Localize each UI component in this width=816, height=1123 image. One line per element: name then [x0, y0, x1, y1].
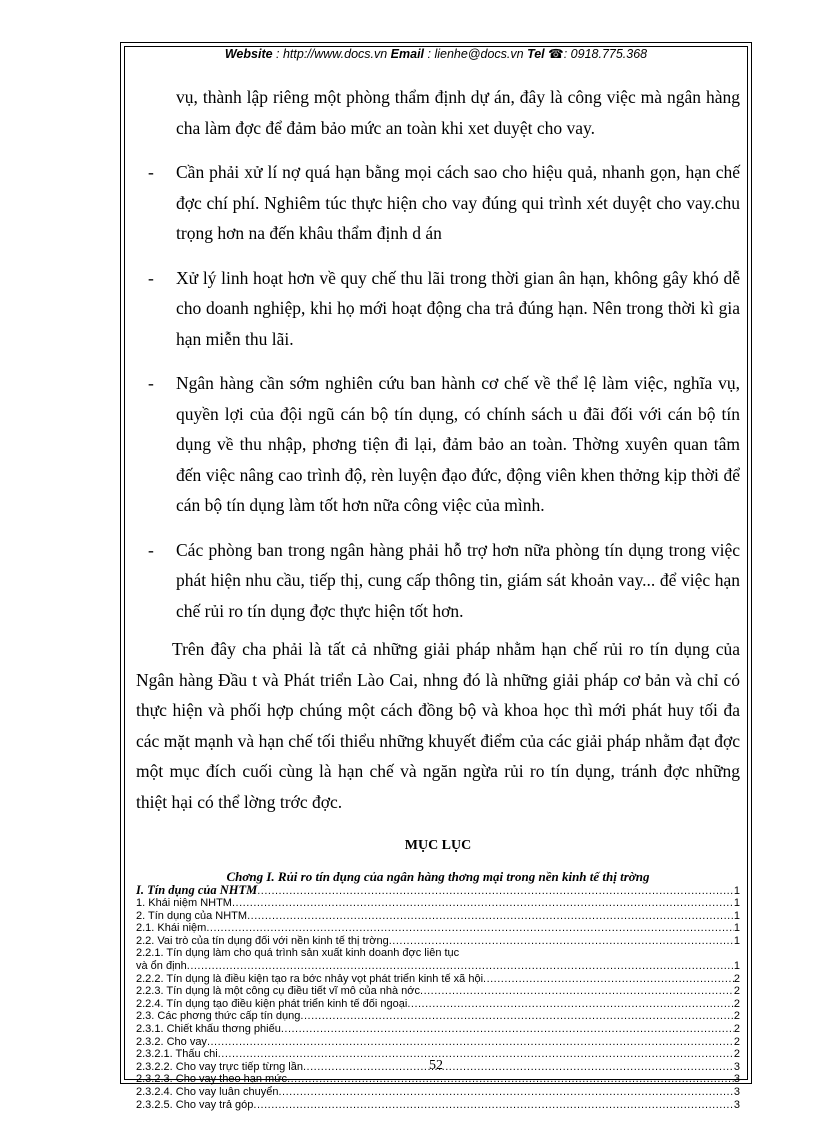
- bullet-item: [136, 157, 740, 249]
- toc-entry: [136, 884, 740, 898]
- toc-entry-page: 1: [733, 909, 740, 922]
- toc-title: MỤC LỤC: [404, 838, 472, 853]
- toc-entry-title: 2.2.3. Tín dụng là một công cụ điều tiết vĩ mô của nhà nớc: [136, 985, 421, 998]
- toc-entry-page: 2: [733, 1010, 740, 1023]
- toc-entry-title: 2.2. Vai trò của tín dụng đối với nền kinh tế thị trờng: [136, 934, 389, 947]
- toc-leader-dots: [420, 985, 734, 998]
- toc-leader-dots: [257, 885, 734, 898]
- toc-entry: [136, 922, 740, 935]
- toc-entry: [136, 947, 740, 960]
- toc-leader-dots: [389, 935, 734, 948]
- email-value: : lienhe@docs.vn: [424, 47, 528, 61]
- toc-entry-page: 1: [733, 960, 740, 973]
- toc-entry-title: 2.3.2.3. Cho vay theo hạn mức: [136, 1073, 288, 1086]
- toc-entry-title: 2.3.2.4. Cho vay luân chuyển: [136, 1086, 279, 1098]
- bullet-text: Các phòng ban trong ngân hàng phải hỗ trợ hơn nữa phòng tín dụng trong việc phát hiện nhu cầu, tiếp thị, cung cấp thông tin, giám sát khoản vay... để việc hạn chế rủi ro tín dụng đợc thực hiện tốt hơn.: [176, 539, 740, 621]
- toc-leader-dots: [483, 973, 734, 986]
- toc-entry-title: 2.3.2.1. Thấu chi: [136, 1048, 218, 1061]
- toc-entry-page: 3: [733, 1086, 740, 1098]
- toc-entry-page: 3: [733, 1060, 740, 1073]
- toc-entry: [136, 910, 740, 923]
- bullet-dash: -: [148, 373, 154, 393]
- page-header: [120, 46, 752, 61]
- toc-entry-page: 1: [733, 922, 740, 935]
- toc-entry-page: 2: [733, 972, 740, 985]
- tel-label: Tel: [527, 47, 545, 61]
- paragraph-continuation: vụ, thành lập riêng một phòng thẩm định dự án, đây là công việc mà ngân hàng cha làm đợc để đảm bảo mức an toàn khi xet duyệt cho vay.: [176, 87, 740, 138]
- toc-entry-page: 2: [733, 1048, 740, 1061]
- bullet-dash: -: [148, 267, 154, 288]
- tel-value: ☎: 0918.775.368: [544, 47, 648, 61]
- toc-leader-dots: [207, 1036, 734, 1049]
- toc-entry-page: 3: [733, 1098, 740, 1111]
- toc-entry-title: 2.3.1. Chiết khấu thơng phiếu: [136, 1023, 281, 1036]
- toc-entry: [136, 1023, 740, 1036]
- toc-entry: [136, 1099, 740, 1112]
- toc-entry-title: I. Tín dụng của NHTM: [136, 882, 258, 897]
- bullet-text: Xử lý linh hoạt hơn về quy chế thu lãi trong thời gian ân hạn, không gây khó dễ cho doanh nghiệp, khi họ mới hoạt động cha trả đúng hạn. Nên trong thời kì gia hạn miễn thu lãi.: [176, 267, 740, 349]
- toc-entry-title: 2.2.1. Tín dụng làm cho quá trình sản xuất kinh doanh đợc liên tục: [136, 947, 460, 960]
- bullet-item: [136, 535, 740, 627]
- bullet-dash: -: [148, 162, 154, 182]
- toc-leader-dots: [300, 1010, 733, 1023]
- toc-leader-dots: [287, 1073, 734, 1086]
- page-number: 52: [429, 1058, 443, 1073]
- website-value: : http://www.docs.vn: [272, 47, 391, 61]
- bullet-item: [136, 368, 740, 521]
- toc-entry: [136, 973, 740, 986]
- toc-leader-dots: [281, 1023, 734, 1036]
- toc-entry-title: 2.1. Khái niệm: [136, 922, 207, 935]
- toc-entry-title: 2.3.2. Cho vay: [136, 1035, 207, 1048]
- toc-entry-page: 2: [733, 1023, 740, 1036]
- toc-entry: [136, 985, 740, 998]
- toc-leader-dots: [407, 998, 734, 1011]
- toc-entry: [136, 1036, 740, 1049]
- toc-entry-title: 2.2.2. Tín dụng là điều kiện tạo ra bớc nhảy vọt phát triển kinh tế xã hội: [136, 972, 484, 985]
- toc-entry-title: 2.3.2.5. Cho vay trả góp: [136, 1098, 254, 1111]
- toc-entry: [136, 1010, 740, 1023]
- toc-leader-dots: [232, 897, 734, 910]
- toc-entry-page: 1: [733, 884, 740, 897]
- table-of-contents: [136, 884, 740, 1112]
- toc-chapter-heading: Chơng I. Rủi ro tín dụng của ngân hàng thơng mại trong nền kinh tế thị trờng: [226, 868, 650, 884]
- toc-entry-title: 2.3.2.2. Cho vay trực tiếp từng lần: [136, 1060, 303, 1073]
- email-label: Email: [390, 47, 425, 61]
- toc-leader-dots: [247, 910, 734, 923]
- toc-leader-dots: [253, 1099, 733, 1112]
- toc-entry-title: 2.2.4. Tín dụng tạo điều kiện phát triển kinh tế đối ngoại: [136, 997, 408, 1010]
- toc-entry: [136, 1086, 740, 1099]
- website-label: Website: [224, 47, 273, 61]
- toc-entry-title: 2.3. Các phơng thức cấp tín dụng: [136, 1010, 301, 1023]
- toc-entry: [136, 935, 740, 948]
- toc-entry-title: 1. Khái niệm NHTM: [136, 897, 232, 910]
- bullet-item: [136, 263, 740, 355]
- bullet-text: Cần phải xử lí nợ quá hạn bằng mọi cách sao cho hiệu quả, nhanh gọn, hạn chế đợc chí phí. Nghiêm túc thực hiện cho vay đúng qui trình xét duyệt cho vay.chu trọng hơn na đến khâu thẩm định d án: [176, 162, 740, 243]
- bullet-dash: -: [148, 539, 154, 560]
- toc-entry: [136, 998, 740, 1011]
- toc-entry-page: 1: [733, 934, 740, 947]
- toc-leader-dots: [206, 922, 734, 935]
- toc-leader-dots: [187, 960, 734, 973]
- toc-entry-page: 2: [733, 997, 740, 1010]
- toc-entry-page: 1: [733, 897, 740, 910]
- bullet-text: Ngân hàng cần sớm nghiên cứu ban hành cơ chế về thể lệ làm việc, nghĩa vụ, quyền lợi của đội ngũ cán bộ tín dụng, có chính sách u đãi đối với cán bộ tín dụng về thu nhập, phơng tiện đi lại, đảm bảo an toàn. Thờng xuyên quan tâm đến việc nâng cao trình độ, rèn luyện đạo đức, động viên khen thởng kịp thời để cán bộ tín dụng làm tốt hơn nữa công việc của mình.: [176, 373, 740, 515]
- toc-entry: [136, 897, 740, 910]
- toc-entry-page: 2: [733, 1035, 740, 1048]
- toc-entry-page: 3: [733, 1073, 740, 1086]
- document-body: [136, 82, 740, 1111]
- toc-entry-page: 2: [733, 985, 740, 998]
- toc-entry-title: và ổn định: [136, 960, 187, 973]
- toc-entry: [136, 960, 740, 973]
- toc-entry-title: 2. Tín dụng của NHTM: [136, 909, 248, 922]
- toc-leader-dots: [278, 1086, 733, 1099]
- conclusion-paragraph: Trên đây cha phải là tất cả những giải pháp nhằm hạn chế rủi ro tín dụng của Ngân hàng Đầu t và Phát triển Lào Cai, nhng đó là những giải pháp cơ bản và chỉ có thực hiện và phối hợp chúng một cách đồng bộ và khoa học thì mới phát huy tối đa các mặt mạnh và hạn chế tối thiểu những khuyết điểm của các giải pháp nhằm đạt đợc một mục đích cuối cùng là hạn chế và ngăn ngừa rủi ro tín dụng, tránh đợc những thiệt hại có thể lờng trớc đợc.: [136, 639, 740, 812]
- toc-entry: [136, 1073, 740, 1086]
